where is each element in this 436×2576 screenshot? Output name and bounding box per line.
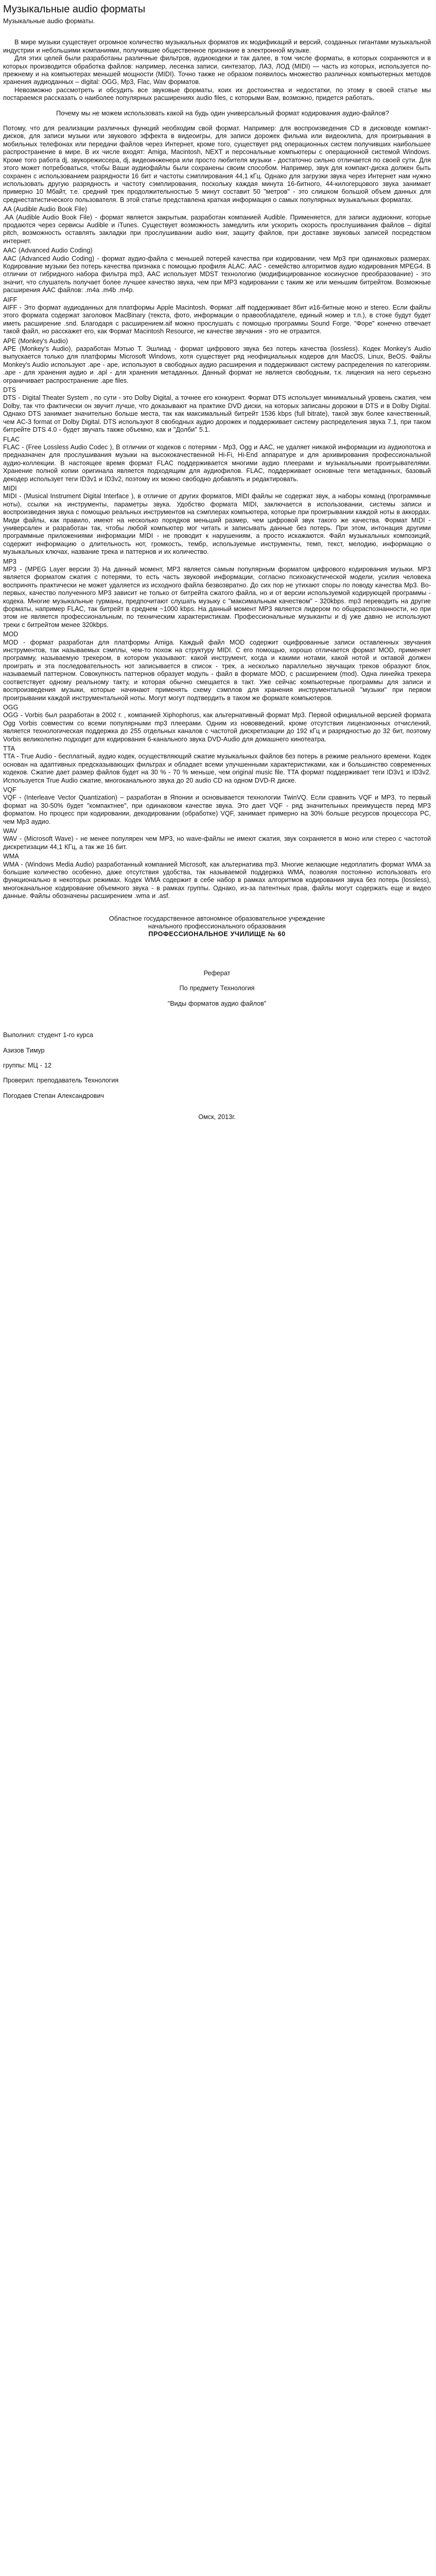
section-heading: DTS	[3, 386, 16, 394]
section-heading: APE (Monkey's Audio)	[3, 337, 68, 345]
format-sections	[3, 206, 431, 901]
section-body: DTS - Digital Theater System , по сути - это Dolby Digital, а точнее его конкурент. Формат DTS использует минимальный уровень сжатия, чем Dolby, так что фактически он звучит лучше, что доказывают на практике DVD диски, на которых записаны дорожки в DTS и в Dolby Digital. Однако DTS занимает значительно больше места, так как максимальный битрейт 1536 kbps (full bitrate), такой звук более качественный, чем AC-3 format от Dolby Digital. DTS используют 8 свободных аудио дорожек и поддерживает систему распределения звука 7.1, при таком битрейте DTS 4.0 - будет звучать также объемно, как и "Долби" 5.1.	[3, 394, 431, 434]
section-body: MIDI - (Musical Instrument Digital Interface ), в отличие от других форматов, MIDI файлы не содержат звук, а наборы команд (программные ноты), ссылки на инструменты, параметры звука. Удобство формата MIDI, заключается в использовании, системы записи и воспроизведения звука с помощью реальных инструментов на сэмплерах компьютера, которые при проигрывании каждой ноты в аккордах. Миди файлы, как правило, имеют на несколько порядков меньший размер, чем цифровой звук такого же качества. Формат MIDI - универсален и разработан так, чтобы любой компьютер мог читать и записывать данные без потерь. При этом, интонация другими программные приложениями информации MIDI - не проводит к нарушениям, а просто искажаются. Файл музыкальных композиций, содержит информацию о длительность нот, громкость, тембр, используемые инструменты, темп, текст, мелодию, информацию о музыкальных ключах, название трека и паттернов и их количество.	[3, 493, 431, 556]
section-body: .AA (Audible Audio Book File) - формат является закрытым, разработан компанией Audible. Применяется, для записи аудиокниг, которые продаются через сервисы Audible и iTunes. Существует возможность замедлить или ускорить скорость прослушивания файлов – digital pitch, возможность оставлять закладки при прослушивании audio книг, защиту файлов, при доставке звуковых записей посредством интернет.	[3, 213, 431, 245]
section-heading: AIFF	[3, 296, 18, 303]
doc-type: Реферат	[203, 969, 231, 977]
institution-line-2: начального профессионального образования	[148, 923, 286, 930]
section-body: WMA - (Windows Media Audio) разработанный компанией Microsoft, как альтернатива mp3. Многие желающие недоплатить формат WMA за большие количество особенно, даже отсутствия удобства, так называемой поддержка WMA, позволяя постоянно использовать его функционально в некоторых режимах. Кодек WMA содержит в себе набор в рамках алгоритмов кодирования звука без потерь (lossless), многоканальное кодирование объемного звука - в рамках группы. Однако, из-за патентных прав, файлы могут содержать еще и видео данные. Файлы обозначены расширением .wma и .asf.	[3, 860, 431, 900]
student-group: группы: МЦ - 12	[3, 1061, 51, 1069]
section-heading: MP3	[3, 557, 16, 565]
section-heading: AA (Audible Audio Book File)	[3, 206, 88, 213]
section-heading: FLAC	[3, 435, 20, 443]
section-body: VQF - (Interleave Vector Quantization) – разработан в Японии и основывается технологии TwinVQ. Если сравнить VQF и MP3, то первый формат на 30-50% будет "компактнее", при одинаковом качестве звука. Это дает VQF - ряд значительных преимуществ перед MP3 форматом. Но процесс при кодировании, декодировании (обработке) VQF, занимает примерно на 30% больше ресурсов процессора PC, чем Mp3 аудио.	[3, 794, 431, 825]
section-body: WAV - (Microsoft Wave) - не менее популярен чем MP3, но wave-файлы не имеют сжатия, звук сохраняется в моно или стерео с частотой дискретизации 44,1 КГц, а так же 16 бит.	[3, 835, 431, 851]
teacher-name: Погодаев Степан Александрович	[3, 1092, 104, 1099]
institution-name: ПРОФЕССИОНАЛЬНОЕ УЧИЛИЩЕ № 60	[148, 930, 286, 938]
section-body: APE (Monkey's Audio), разработан Мэтью Т. Эшлиад - формат цифрового звука без потерь качества (lossless). Кодек Monkey's Audio выпускается только для платформы Microsoft Windows, хотя существует ряд неофициальных кодеров для MacOS, Linux, BeOS. Файлы Monkey's Audio используют .ape - ape, используют в свободных аудио расширения и поддерживают систему распределения по категориям. .ape - для хранения аудио и .apl - для хранения метаданных. Данный формат не является свободным, т.к. лицензия на него серьезно ограничивает распространение .ape files.	[3, 345, 431, 384]
page-title: Музыкальные audio форматы	[3, 4, 146, 15]
section-heading: MIDI	[3, 484, 17, 492]
intro-paragraph-2: Для этих целей были разработаны различные фильтров, аудиокодеки и так далее, в том числе форматы, в которых сохраняются и в которых производится обработка файлов: например, лесенка записи, синтезатор, ЛАЗ, ЛОД (MIDI) — часть из которых, используется по-прежнему и на компьютерах меньшей мощности (MIDI). Точно также не образом появилось множество различных компьютерных методов хранения аудиоданных – digital: OGG, Mp3, Flac, Wav форматов.	[3, 55, 431, 86]
intro-paragraph-3: Невозможно рассмотреть и обсудить все звуковые форматы, коих их достоинства и недостатки, по этому в своей статье мы постараемся рассказать о наиболее популярных расширениях audio files, с которыми Вам, возможно, придется работать.	[3, 86, 431, 102]
answer-paragraph: Потому, что для реализации различных функций необходим свой формат. Например: для воспроизведения CD в дисководе компакт-дисков, для записи музыки или звукового эффекта в видеоигры, для записи дорожек фильма или видеоклипа, для проигрывания в мобильных телефонах или передачи файлов через Интернет, кроме того, существует ряд операционных систем получивших наибольшее распространение в мире. В их числе входят: Amiga, Macintosh, NEXT и персональные компьютеры с операционной системой Windows. Кроме того работа dj, звукорежиссера, dj, видеоинженера или просто любителя музыки - достаточно сильно отличается по своей сути. Для этого может потребоваться, чтобы Ваши аудиофайлы были сохранены своим способом. Например, звук для компакт-диска должен быть сохранен с использованием разрядности 16 бит и частоты сэмплирования 44,1 кГц. Однако для загрузки звука через Интернет нам нужно использовать другую разрядность и частоту сэмплирования, поскольку каждая минута 16-битного, 44-килогерцового звука занимает примерно 10 Мбайт, т.е. средний трек продолжительностью 5 минут составит 50 "метров" - это слишком большой объем данных для среднестатистического пользователя. В этой статье представлена краткая информация о самых популярных музыкальных форматах.	[3, 125, 431, 204]
institution-line-1: Областное государственное автономное образовательное учреждение	[109, 914, 325, 922]
student-name: Азизов Тимур	[3, 1046, 45, 1054]
checked-by: Проверил: преподаватель Технология	[3, 1077, 119, 1084]
section-body: AIFF - Это формат аудиоданных для платформы Apple Macintosh. Формат .aiff поддерживает 8бит и16-битные моно и stereo. Если файлы этого формата содержат заголовок MacBinary (текста, фото, информации о правообладателе, единый номер и т.п.), в стоке будут будет иметь расширение .snd. Благодаря с расширением.aif можно прослушать с помощью программы Sound Forge. "Форе" конечно отвечает такой файл, но расскажет его, как Формат Macintosh Resource, не качестве звучания - это не отразится.	[3, 304, 431, 335]
page-subtitle: Музыкальные audio форматы.	[3, 18, 95, 25]
question-paragraph: Почему мы не можем использовать какой на будь один универсальный формат кодирования аудио-файлов?	[56, 109, 389, 117]
title-page	[3, 915, 431, 1122]
section-heading: TTA	[3, 744, 15, 752]
section-heading: MOD	[3, 631, 19, 638]
performed-by: Выполнил: студент 1-го курса	[3, 1031, 93, 1039]
section-heading: AAC (Advanced Audio Coding)	[3, 247, 93, 255]
doc-topic: "Виды форматов аудио файлов"	[167, 999, 267, 1007]
section-body: AAC (Advanced Audio Coding) - формат аудио-файла с меньшей потерей качества при кодировании, чем Mp3 при одинаковых размерах. Кодирование музыки без потерь качества признака с помощью профиля ALAC. AAC - семейство алгоритмов аудио кодирования MPEG4. В отличии от гибридного набора фильтра mp3, AAC использует MDST технологию (модифицированное косинусное преобразование) - это значит, что слушатель получает более лучшее качество звука, чем при MP3 кодировании с таким же или меньшим битрейтом. Возможные расширения AAC файлов: .m4a .m4b .m4p.	[3, 255, 431, 294]
section-body: MP3 - (MPEG Layer версии 3) На данный момент, MP3 является самым популярным форматом цифрового кодирования музыки. MP3 является форматом сжатия с потерями, то есть часть звуковой информации, согласно психоакустической модели, усилия человека воспринять практически не может удаляется из исходного файла безвозвратно. До сих пор не утихают споры по поводу качества Mp3. Во-первых, качество полученного MP3 зависит не только от битрейта сжатого файла, но и от версии используемой кодирующей программы - кодека. Многие музыкальные гурманы, предпочитают слушать музыку с "максимальным качеством" - 320kbps. mp3 переводить на другие форматы, например FLAC, так битрейт в среднем ~1000 kbps. На данный момент MP3 является лидером по общераспознанности, но при этом не является профессиональным, по техническим характеристикам. Профессиональные музыканты и dj уже давно не используют треки с битрейтом менее 320kbps.	[3, 566, 431, 629]
section-body: OGG - Vorbis был разработан в 2002 г. , компанией Xiphophorus, как альтернативный формат Mp3. Первой официальной версией формата Ogg Vorbis совместим со всеми популярными mp3 плеерами. Одним из нововведений, кроме отсутствия лицензионных отчислений, является технологическая поддержка до 255 отдельных каналов с частотой дискретизации до 192 кГц и разрядностью до 32 бит, поэтому Vorbis великолепно подходит для кодирования 6-канального звука DVD-Audio для домашнего кинотеатра.	[3, 711, 431, 743]
section-heading: VQF	[3, 786, 16, 793]
signature-block	[3, 1031, 431, 1100]
city-year: Омск, 2013г.	[198, 1113, 236, 1121]
doc-subject: По предмету Технология	[179, 985, 255, 992]
section-body: FLAC - (Free Lossless Audio Codec ), В отличии от кодеков с потерями - Mp3, Ogg и AAC, не удаляет никакой информации из аудиопотока и предназначен для прослушивания музыки на высококачественной Hi-Fi, Hi-End аппаратуре и для архивирования профессиональной аудио-коллекции. В настоящее время формат FLAC поддерживается многими аудио плеерами и музыкальными проигрывателями. Хранение полной копии оригинала является подходящим для аудиофилов. FLAC, поддерживает основные теги метаданных, базовый декодер использует теги ID3v1 и ID3v2, поэтому их можно свободно добавлять и редактировать.	[3, 443, 431, 483]
section-body: MOD - формат разработан для платформы Amiga. Каждый файл MOD содержит оцифрованные записи оставленных звучания инструментов, так называемых сэмплы, чем-то похож на структуру MIDI. С его помощью, хорошо отличается формат MOD, применяет программу, называемую трекером, в котором указывают: какой инструмент, когда и какими нотами, какой нотой и октавой должен проиграть и эта последовательность нот записывается в список - трек, а несколько параллельно звучащих треков образуют блок, называемый паттерном. Совокупность паттернов образует модуль - файл в формате MOD, с расширением (mod). Одна линейка трекера соответствует одному реальному такту, и которая обычно смещается в такт. Уже сейчас компьютерные программы для записи и воспроизведения музыки, которые начинают применять схему сэмплов для хранения инструментальной "музыки" при первом проигрывании каждой инструментальной ноты. Могут могут подтвердить в таком же формате компьютеров.	[3, 638, 431, 702]
intro-paragraph-1: В мире музыки существует огромное количество музыкальных форматов их модификаций и версий, созданных гигантами музыкальной индустрии и небольшими компаниями, получившие общественное признание в электронной музыке.	[3, 39, 431, 54]
section-heading: WAV	[3, 827, 18, 835]
section-heading: OGG	[3, 703, 19, 711]
section-body: TTA - True Audio - бесплатный, аудио кодек, осуществляющий сжатие музыкальных файлов без потерь в режиме реального времени. Кодек основан на адаптивных предсказывающих фильтрах и обладает всеми улучшенными характеристиками, как и большинство современных кодеков. Сжатие дает размер файлов будет на 30 % - 70 % меньше, чем original music file. TTA формат поддерживает теги ID3v1 и ID3v2. Используется True Audio сжатие, многоканального звука до 20 audio CD на одном DVD-R диске.	[3, 753, 431, 784]
section-heading: WMA	[3, 853, 19, 860]
